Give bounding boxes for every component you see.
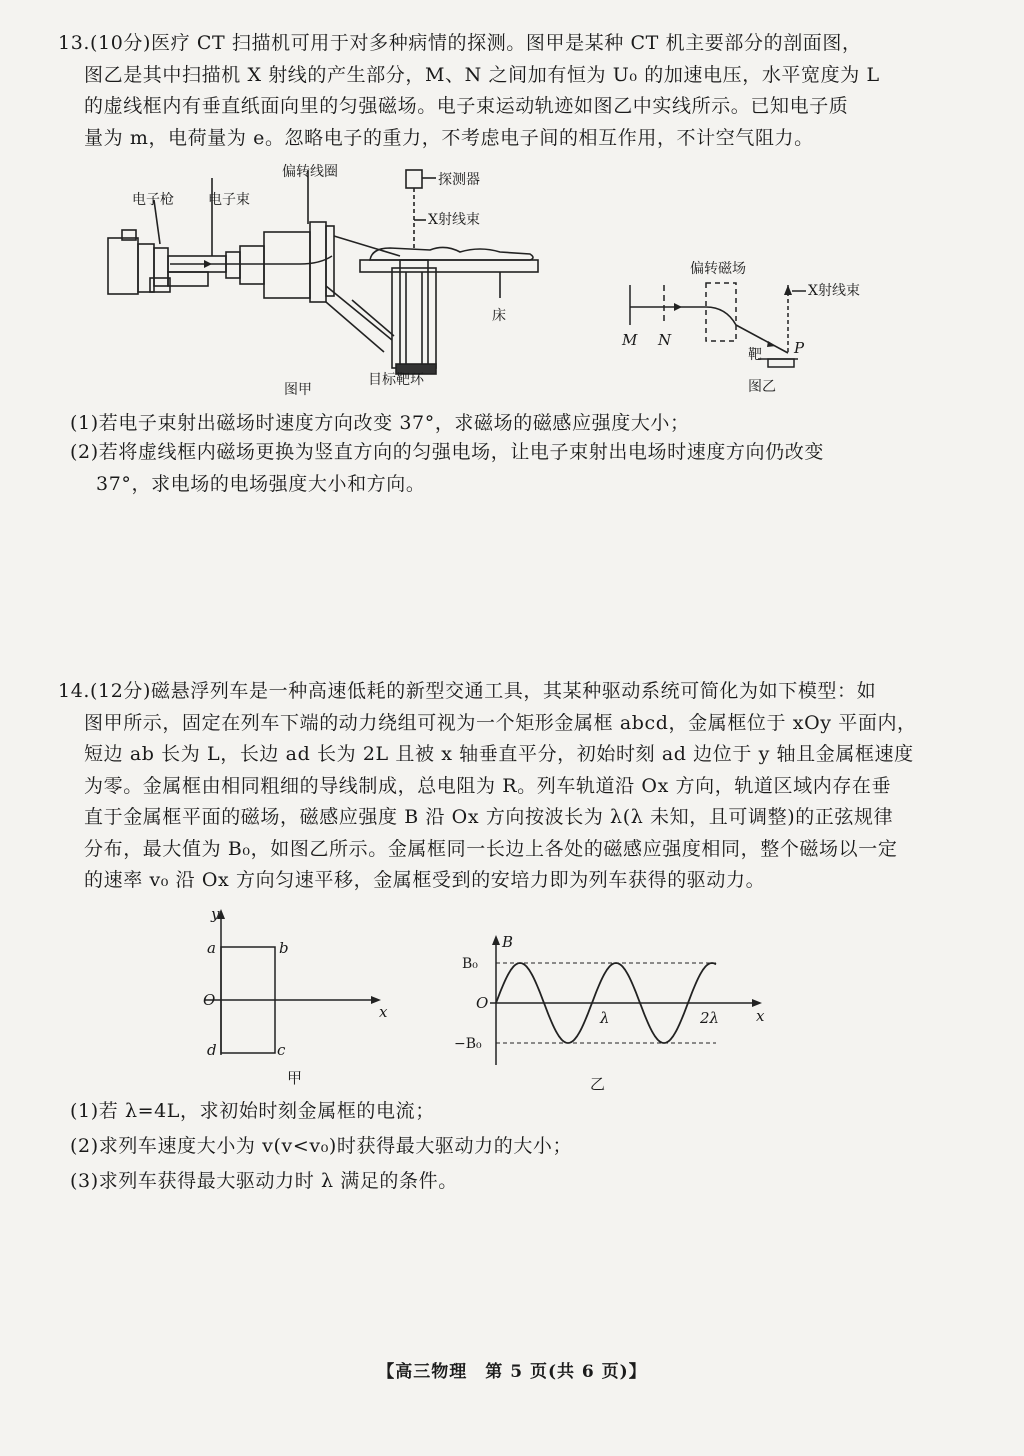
- caption-figure-jia: 图甲: [284, 382, 312, 398]
- caption-figure-yi: 图乙: [748, 379, 776, 395]
- label-deflection-field: 偏转磁场: [690, 261, 746, 277]
- q14-line-3: 短边 ab 长为 L，长边 ad 长为 2L 且被 x 轴垂直平分，初始时刻 ad 边位于 y 轴且金属框速度: [84, 743, 914, 765]
- label-origin: O: [203, 991, 216, 1009]
- q13-line-3: 的虚线框内有垂直纸面向里的匀强磁场。电子束运动轨迹如图乙中实线所示。已知电子质: [84, 95, 849, 117]
- label-a: a: [207, 939, 216, 957]
- label-d: d: [207, 1041, 217, 1059]
- label-axis-x-yi: x: [756, 1007, 765, 1025]
- q13-sub-2: [70, 437, 824, 500]
- q14-line-7: 的速率 v₀ 沿 Ox 方向匀速平移，金属框受到的安培力即为列车获得的驱动力。: [84, 869, 766, 891]
- label-deflection-coil: 偏转线圈: [282, 164, 338, 180]
- q14-line-1: 14.(12分)磁悬浮列车是一种高速低耗的新型交通工具，其某种驱动系统可简化为如下模型：如: [58, 680, 877, 702]
- page-footer: 【高三物理 第 5 页(共 6 页)】: [377, 1362, 647, 1382]
- q13-line-2: 图乙是其中扫描机 X 射线的产生部分，M、N 之间加有恒为 U₀ 的加速电压，水平宽度为 L: [84, 63, 880, 86]
- label-lambda: λ: [600, 1009, 610, 1027]
- q14-figure-yi: [450, 925, 780, 1095]
- label-c: c: [277, 1041, 286, 1059]
- q13-sub-1: (1)若电子束射出磁场时速度方向改变 37°，求磁场的磁感应强度大小；: [70, 412, 690, 434]
- q14-sub-2: (2)求列车速度大小为 v(v<v₀)时获得最大驱动力的大小；: [70, 1135, 573, 1157]
- q13-stem: [58, 28, 880, 154]
- label-M: M: [622, 331, 638, 349]
- label-N: N: [658, 331, 672, 349]
- label-xray-beam: X射线束: [428, 212, 480, 228]
- deflection-field-box: [706, 283, 736, 341]
- label-target: 靶: [748, 347, 762, 363]
- label-b: b: [279, 939, 289, 957]
- electron-trajectory: [630, 307, 788, 353]
- q14-figure-jia: [195, 905, 395, 1085]
- label-bed: 床: [492, 308, 506, 324]
- label-electron-gun: 电子枪: [132, 192, 174, 208]
- label-axis-B: B: [502, 933, 514, 951]
- label-P: P: [794, 339, 805, 357]
- q13-figure-jia: [100, 160, 560, 398]
- label-axis-x: x: [379, 1003, 388, 1021]
- q14-sub-1: (1)若 λ=4L，求初始时刻金属框的电流；: [70, 1100, 435, 1122]
- label-electron-beam: 电子束: [208, 192, 250, 208]
- q14-line-6: 分布，最大值为 B₀，如图乙所示。金属框同一长边上各处的磁感应强度相同，整个磁场以一定: [84, 837, 898, 860]
- label-origin-yi: O: [476, 994, 489, 1012]
- q14-stem: [58, 676, 917, 897]
- label-target-ring: 目标靶环: [368, 372, 424, 388]
- label-B0: B₀: [462, 956, 478, 972]
- q13-sub-2-line-1: (2)若将虚线框内磁场更换为竖直方向的匀强电场，让电子束射出电场时速度方向仍改变: [70, 441, 824, 463]
- caption-q14-yi: 乙: [590, 1075, 606, 1093]
- q13-line-4: 量为 m，电荷量为 e。忽略电子的重力，不考虑电子间的相互作用，不计空气阻力。: [84, 126, 814, 149]
- label-xray-beam-yi: X射线束: [808, 283, 860, 299]
- q13-sub-2-line-2: 37°，求电场的电场强度大小和方向。: [96, 472, 426, 495]
- caption-q14-jia: 甲: [287, 1069, 303, 1087]
- q14-line-2: 图甲所示，固定在列车下端的动力绕组可视为一个矩形金属框 abcd，金属框位于 xOy 平面内，: [84, 711, 917, 734]
- label-axis-y: y: [211, 905, 220, 923]
- label-neg-B0: −B₀: [454, 1036, 482, 1052]
- q13-figure-yi: [618, 255, 878, 405]
- label-2lambda: 2λ: [700, 1009, 720, 1027]
- label-detector: 探测器: [438, 172, 480, 188]
- electron-gun-block: [108, 238, 138, 294]
- q14-line-5: 直于金属框平面的磁场，磁感应强度 B 沿 Ox 方向按波长为 λ(λ 未知，且可调整)的正弦规律: [84, 806, 894, 828]
- q14-sub-3: (3)求列车获得最大驱动力时 λ 满足的条件。: [70, 1170, 458, 1192]
- q13-line-1: 13.(10分)医疗 CT 扫描机可用于对多种病情的探测。图甲是某种 CT 机主要部分的剖面图，: [58, 32, 862, 54]
- q14-line-4: 为零。金属框由相同粗细的导线制成，总电阻为 R。列车轨道沿 Ox 方向，轨道区域内存在垂: [84, 774, 892, 797]
